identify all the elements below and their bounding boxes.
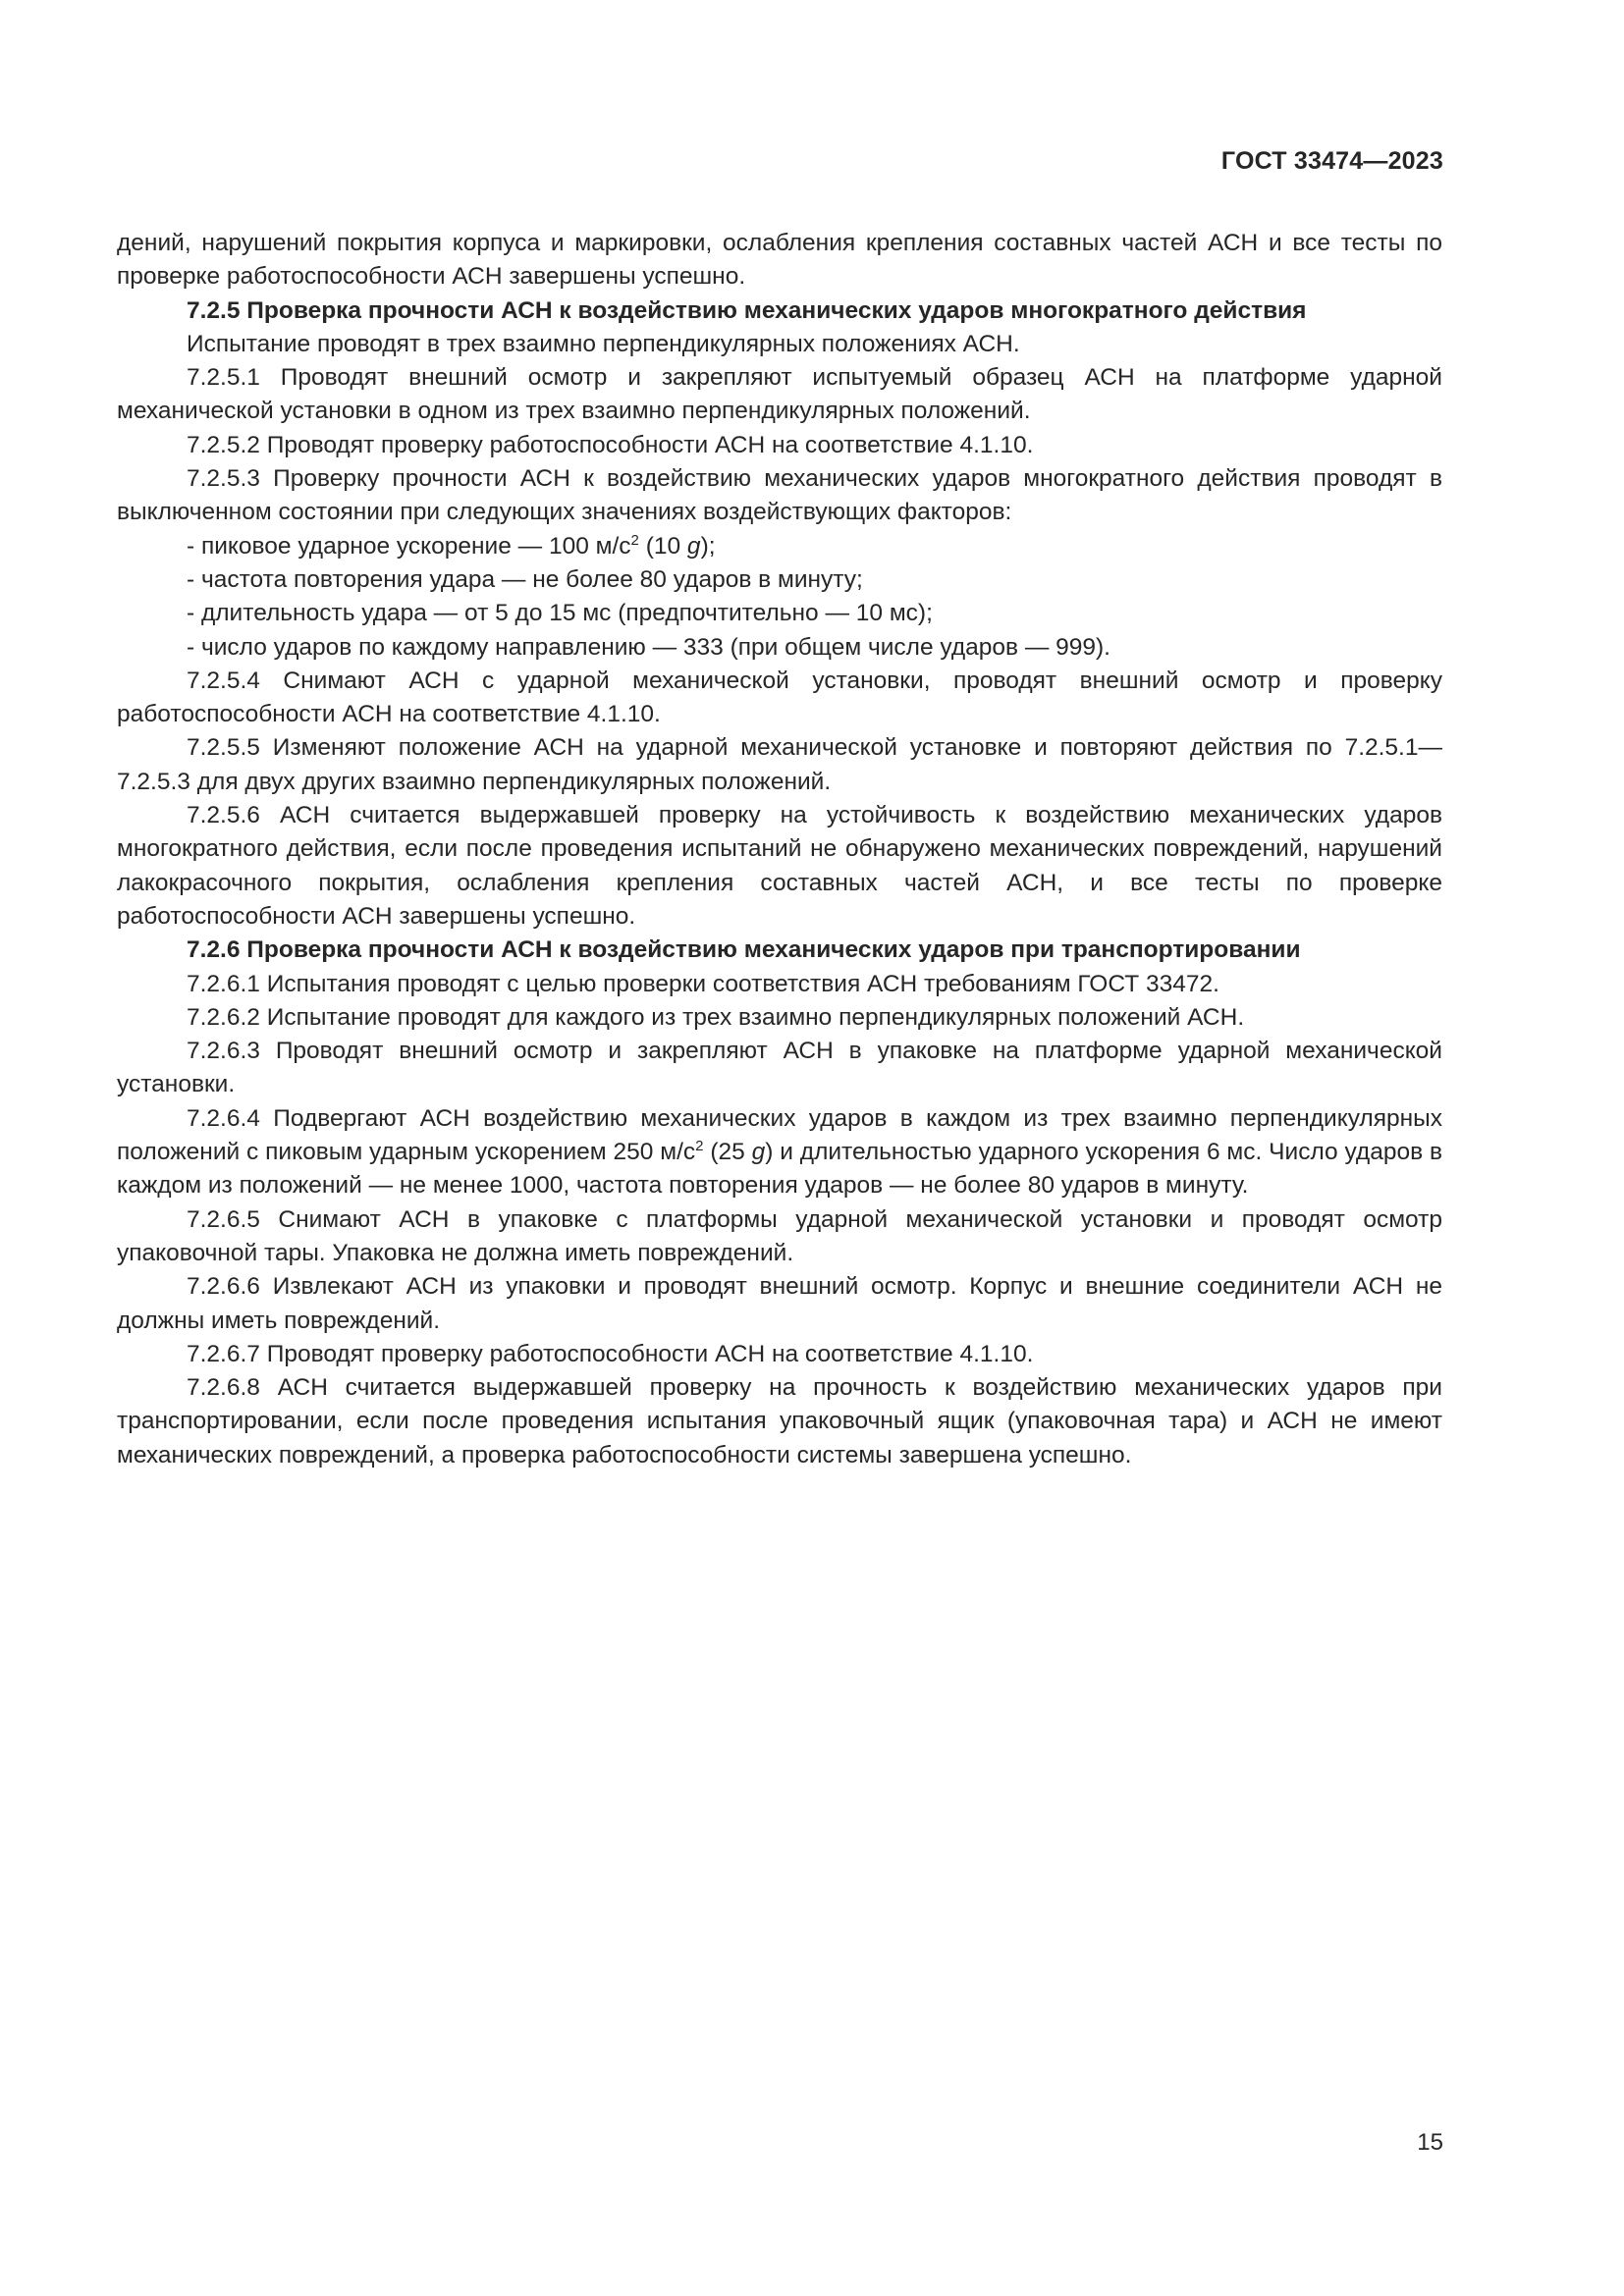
italic-g: g	[686, 532, 701, 560]
paragraph-7-2-5-5: 7.2.5.5 Изменяют положение АСН на ударной механической установке и повторяют действия по 7.2.5.1—7.2.5.3 для двух других взаимно перпендикулярных положений.	[117, 734, 1442, 795]
list-item-frequency: - частота повторения удара — не более 80 ударов в минуту;	[187, 565, 863, 593]
paragraph-text: 7.2.6.4 Подвергают АСН воздействию механических ударов в каждом из трех взаимно перпендикулярных положений с пиковым ударным ускорением 250 м/с	[117, 1104, 1442, 1166]
paragraph-7-2-6-2: 7.2.6.2 Испытание проводят для каждого из трех взаимно перпендикулярных положений АСН.	[187, 1003, 1245, 1031]
list-item-peak-acceleration	[117, 530, 1442, 563]
paragraph-7-2-6-7: 7.2.6.7 Проводят проверку работоспособности АСН на соответствие 4.1.10.	[187, 1340, 1034, 1367]
superscript: 2	[695, 1138, 704, 1155]
paragraph-7-2-6-8: 7.2.6.8 АСН считается выдержавшей проверку на прочность к воздействию механических ударов при транспортировании, если после проведения испытания упаковочный ящик (упаковочная тара) и АСН не имеют механических повреждений, а проверка работоспособности системы завершена успешно.	[117, 1374, 1442, 1468]
section-heading-7-2-6: 7.2.6 Проверка прочности АСН к воздействию механических ударов при транспортировании	[187, 936, 1301, 964]
paragraph-text: (25	[703, 1139, 752, 1166]
paragraph-7-2-5-2: 7.2.5.2 Проводят проверку работоспособности АСН на соответствие 4.1.10.	[187, 431, 1034, 458]
paragraph-7-2-6-3: 7.2.6.3 Проводят внешний осмотр и закрепляют АСН в упаковке на платформе ударной механической установки.	[117, 1038, 1442, 1098]
section-heading-7-2-5: 7.2.5 Проверка прочности АСН к воздействию механических ударов многократного действия	[187, 296, 1307, 324]
superscript: 2	[630, 531, 639, 549]
list-item-text: (10	[638, 532, 687, 560]
paragraph-7-2-5-4: 7.2.5.4 Снимают АСН с ударной механической установки, проводят внешний осмотр и проверку работоспособности АСН на соответствие 4.1.10.	[117, 667, 1442, 728]
paragraph-7-2-5-3: 7.2.5.3 Проверку прочности АСН к воздействию механических ударов многократного действия проводят в выключенном состоянии при следующих значениях воздействующих факторов:	[117, 465, 1442, 526]
document-body	[117, 227, 1442, 1472]
italic-g: g	[751, 1139, 766, 1166]
document-code: ГОСТ 33474—2023	[1220, 147, 1443, 175]
paragraph-7-2-6-1: 7.2.6.1 Испытания проводят с целью проверки соответствия АСН требованиям ГОСТ 33472.	[187, 970, 1219, 997]
page-number: 15	[1417, 2129, 1443, 2156]
list-item-duration: - длительность удара — от 5 до 15 мс (предпочтительно — 10 мс);	[187, 600, 933, 627]
list-item-text: );	[700, 532, 716, 560]
list-item-count: - число ударов по каждому направлению — 333 (при общем числе ударов — 999).	[187, 633, 1110, 661]
list-item-text: - пиковое ударное ускорение — 100 м/с	[187, 532, 631, 560]
paragraph-7-2-5-6: 7.2.5.6 АСН считается выдержавшей проверку на устойчивость к воздействию механических ударов многократного действия, если после проведения испытаний не обнаружено механических повреждений, нарушений лакокрасочного покрытия, ослабления крепления составных частей АСН, и все тесты по проверке работоспособности АСН завершены успешно.	[117, 802, 1442, 930]
paragraph-7-2-6-4	[117, 1102, 1442, 1203]
paragraph-7-2-5-intro: Испытание проводят в трех взаимно перпендикулярных положениях АСН.	[187, 330, 1020, 357]
paragraph-7-2-6-5: 7.2.6.5 Снимают АСН в упаковке с платформы ударной механической установки и проводят осмотр упаковочной тары. Упаковка не должна иметь повреждений.	[117, 1205, 1442, 1266]
paragraph-continuation: дений, нарушений покрытия корпуса и маркировки, ослабления крепления составных частей АСН и все тесты по проверке работоспособности АСН завершены успешно.	[117, 230, 1442, 291]
paragraph-7-2-5-1: 7.2.5.1 Проводят внешний осмотр и закрепляют испытуемый образец АСН на платформе ударной механической установки в одном из трех взаимно перпендикулярных положений.	[117, 364, 1442, 425]
paragraph-text: ) и длительностью ударного ускорения 6 мс. Число ударов в каждом из положений — не менее 1000, частота повторения ударов — не более 80 ударов в минуту.	[117, 1139, 1442, 1200]
paragraph-7-2-6-6: 7.2.6.6 Извлекают АСН из упаковки и проводят внешний осмотр. Корпус и внешние соединители АСН не должны иметь повреждений.	[117, 1273, 1442, 1334]
